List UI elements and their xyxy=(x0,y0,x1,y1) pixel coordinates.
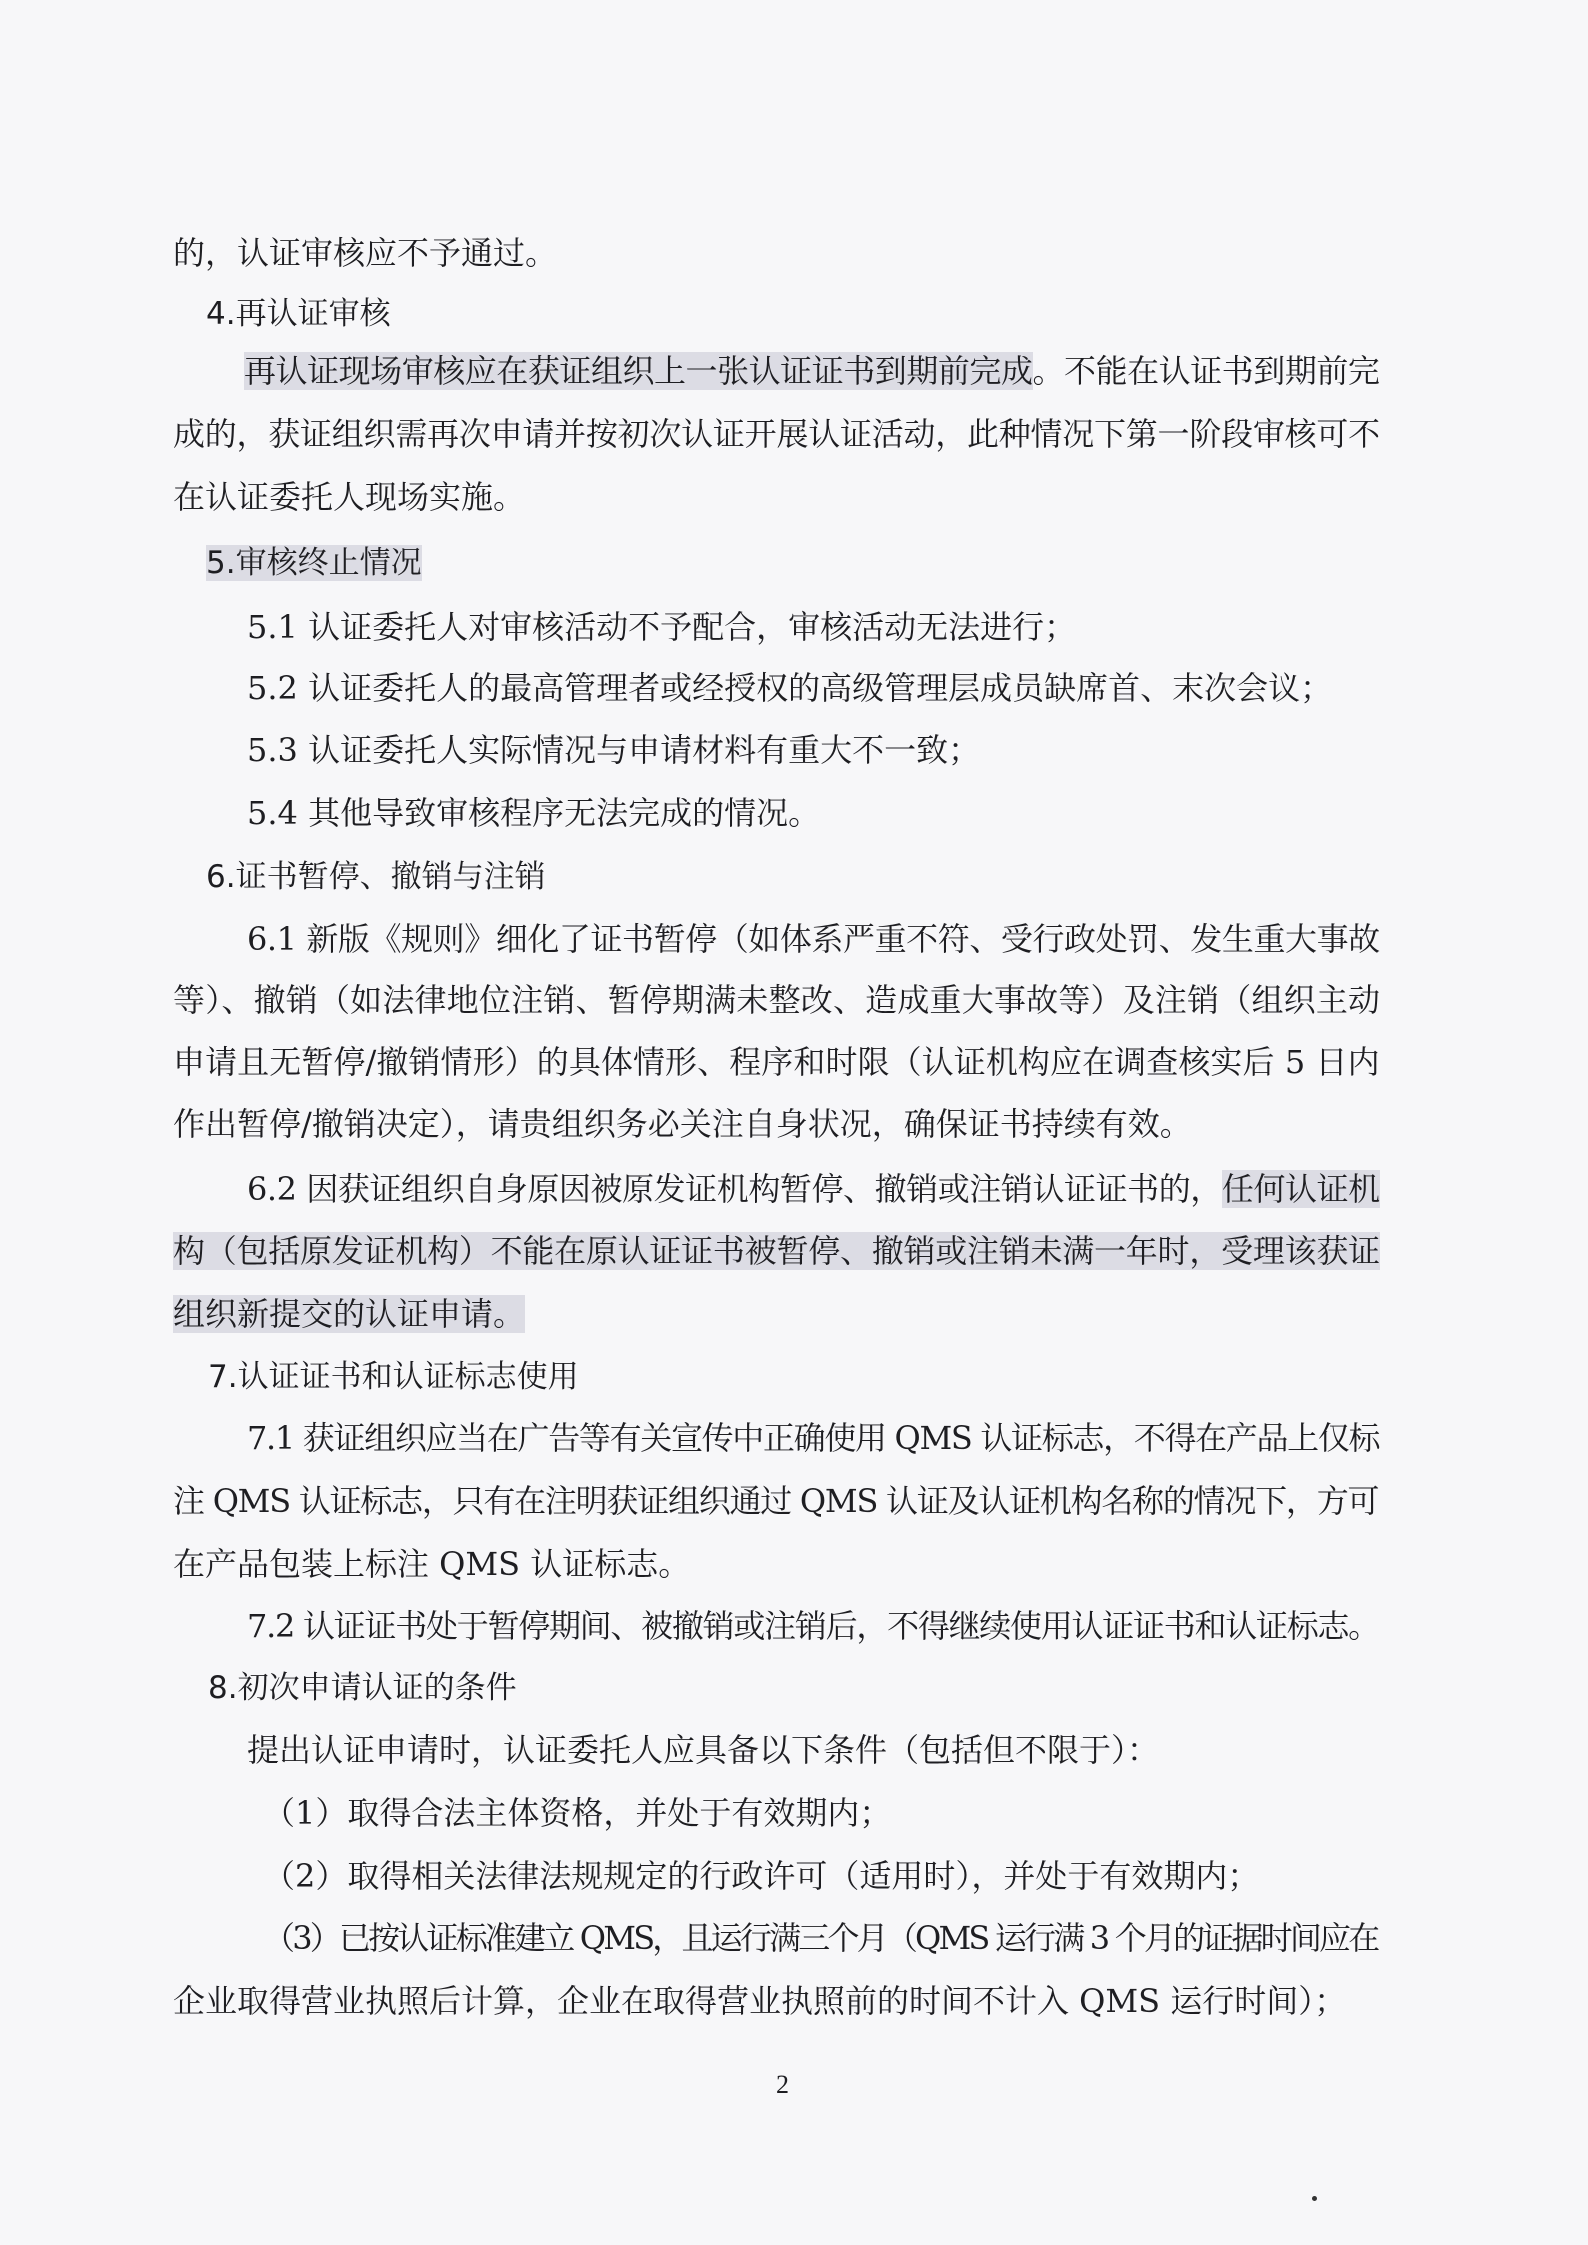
text-segment: 的，认证审核应不予通过。 xyxy=(173,234,558,272)
text-segment: 7.2 认证证书处于暂停期间、被撤销或注销后，不得继续使用认证证书和认证标志。 xyxy=(247,1607,1379,1645)
text-line xyxy=(247,606,1076,648)
highlighted-text: 再认证现场审核应在获证组织上一张认证证书到期前完成 xyxy=(244,352,1033,390)
text-segment: 等）、撤销（如法律地位注销、暂停期满未整改、造成重大事故等）及注销（组织主动 xyxy=(173,981,1381,1019)
text-segment: 5.3 认证委托人实际情况与申请材料有重大不一致； xyxy=(247,731,981,769)
text-line xyxy=(173,1543,690,1585)
text-line xyxy=(263,1855,1259,1897)
text-line xyxy=(247,729,980,771)
text-line xyxy=(173,1480,1378,1522)
text-line xyxy=(173,1103,1192,1145)
text-line xyxy=(247,918,1380,960)
text-line xyxy=(173,476,525,518)
text-line xyxy=(173,1041,1380,1083)
text-segment: （2）取得相关法律法规规定的行政许可（适用时），并处于有效期内； xyxy=(263,1857,1260,1895)
text-line xyxy=(263,1917,1377,1959)
scan-mark xyxy=(1312,2196,1317,2201)
text-segment: 5.1 认证委托人对审核活动不予配合，审核活动无法进行； xyxy=(247,608,1077,646)
highlighted-text: 5.审核终止情况 xyxy=(206,545,422,581)
text-segment: 在产品包装上标注 QMS 认证标志。 xyxy=(173,1545,691,1583)
text-line xyxy=(244,350,1379,392)
section-heading xyxy=(208,1667,517,1709)
text-line xyxy=(173,232,557,274)
section-heading xyxy=(206,542,422,584)
text-line xyxy=(173,1293,525,1335)
text-segment: 5.2 认证委托人的最高管理者或经授权的高级管理层成员缺席首、末次会议； xyxy=(247,669,1333,707)
text-segment: 7.认证证书和认证标志使用 xyxy=(208,1359,579,1395)
text-line xyxy=(173,1980,1346,2022)
section-heading xyxy=(206,856,546,898)
highlighted-text: 构（包括原发证机构）不能在原认证证书被暂停、撤销或注销未满一年时，受理该获证 xyxy=(173,1232,1380,1270)
text-segment: 5.4 其他导致审核程序无法完成的情况。 xyxy=(247,794,821,832)
text-line xyxy=(247,1605,1379,1647)
text-segment: 。不能在认证书到期前完 xyxy=(1032,352,1380,390)
text-line xyxy=(247,667,1332,709)
highlighted-text: 任何认证机 xyxy=(1221,1170,1380,1208)
text-segment: 注 QMS 认证标志，只有在注明获证组织通过 QMS 认证及认证机构名称的情况下，方可 xyxy=(173,1482,1379,1520)
text-segment: 提出认证申请时，认证委托人应具备以下条件（包括但不限于）： xyxy=(247,1731,1160,1769)
page-number: 2 xyxy=(776,2070,789,2099)
text-line xyxy=(247,1417,1379,1459)
text-segment: 6.证书暂停、撤销与注销 xyxy=(206,859,546,895)
text-line xyxy=(173,979,1380,1021)
text-segment: 6.1 新版《规则》细化了证书暂停（如体系严重不符、受行政处罚、发生重大事故 xyxy=(247,920,1380,958)
text-line xyxy=(247,792,820,834)
section-heading xyxy=(208,1356,579,1398)
text-line xyxy=(173,413,1380,455)
text-segment: 8.初次申请认证的条件 xyxy=(208,1670,517,1706)
text-segment: 6.2 因获证组织自身原因被原发证机构暂停、撤销或注销认证证书的， xyxy=(247,1170,1222,1208)
text-segment: 在认证委托人现场实施。 xyxy=(173,478,526,516)
text-line xyxy=(263,1792,891,1834)
text-segment: 作出暂停/撤销决定），请贵组织务必关注自身状况，确保证书持续有效。 xyxy=(173,1105,1192,1143)
text-line xyxy=(247,1729,1159,1771)
text-line xyxy=(173,1230,1380,1272)
text-line xyxy=(247,1168,1380,1210)
text-segment: （3）已按认证标准建立 QMS，且运行满三个月（QMS 运行满 3 个月的证据时间应在 xyxy=(263,1919,1378,1957)
text-segment: 成的，获证组织需再次申请并按初次认证开展认证活动，此种情况下第一阶段审核可不 xyxy=(173,415,1380,453)
text-segment: 7.1 获证组织应当在广告等有关宣传中正确使用 QMS 认证标志，不得在产品上仅标 xyxy=(247,1419,1380,1457)
text-segment: （1）取得合法主体资格，并处于有效期内； xyxy=(263,1794,892,1832)
text-segment: 4.再认证审核 xyxy=(206,296,391,332)
highlighted-text: 组织新提交的认证申请。 xyxy=(173,1295,526,1333)
text-segment: 申请且无暂停/撤销情形）的具体情形、程序和时限（认证机构应在调查核实后 5 日内 xyxy=(173,1043,1380,1081)
section-heading xyxy=(206,293,391,335)
text-segment: 企业取得营业执照后计算，企业在取得营业执照前的时间不计入 QMS 运行时间）； xyxy=(173,1982,1347,2020)
